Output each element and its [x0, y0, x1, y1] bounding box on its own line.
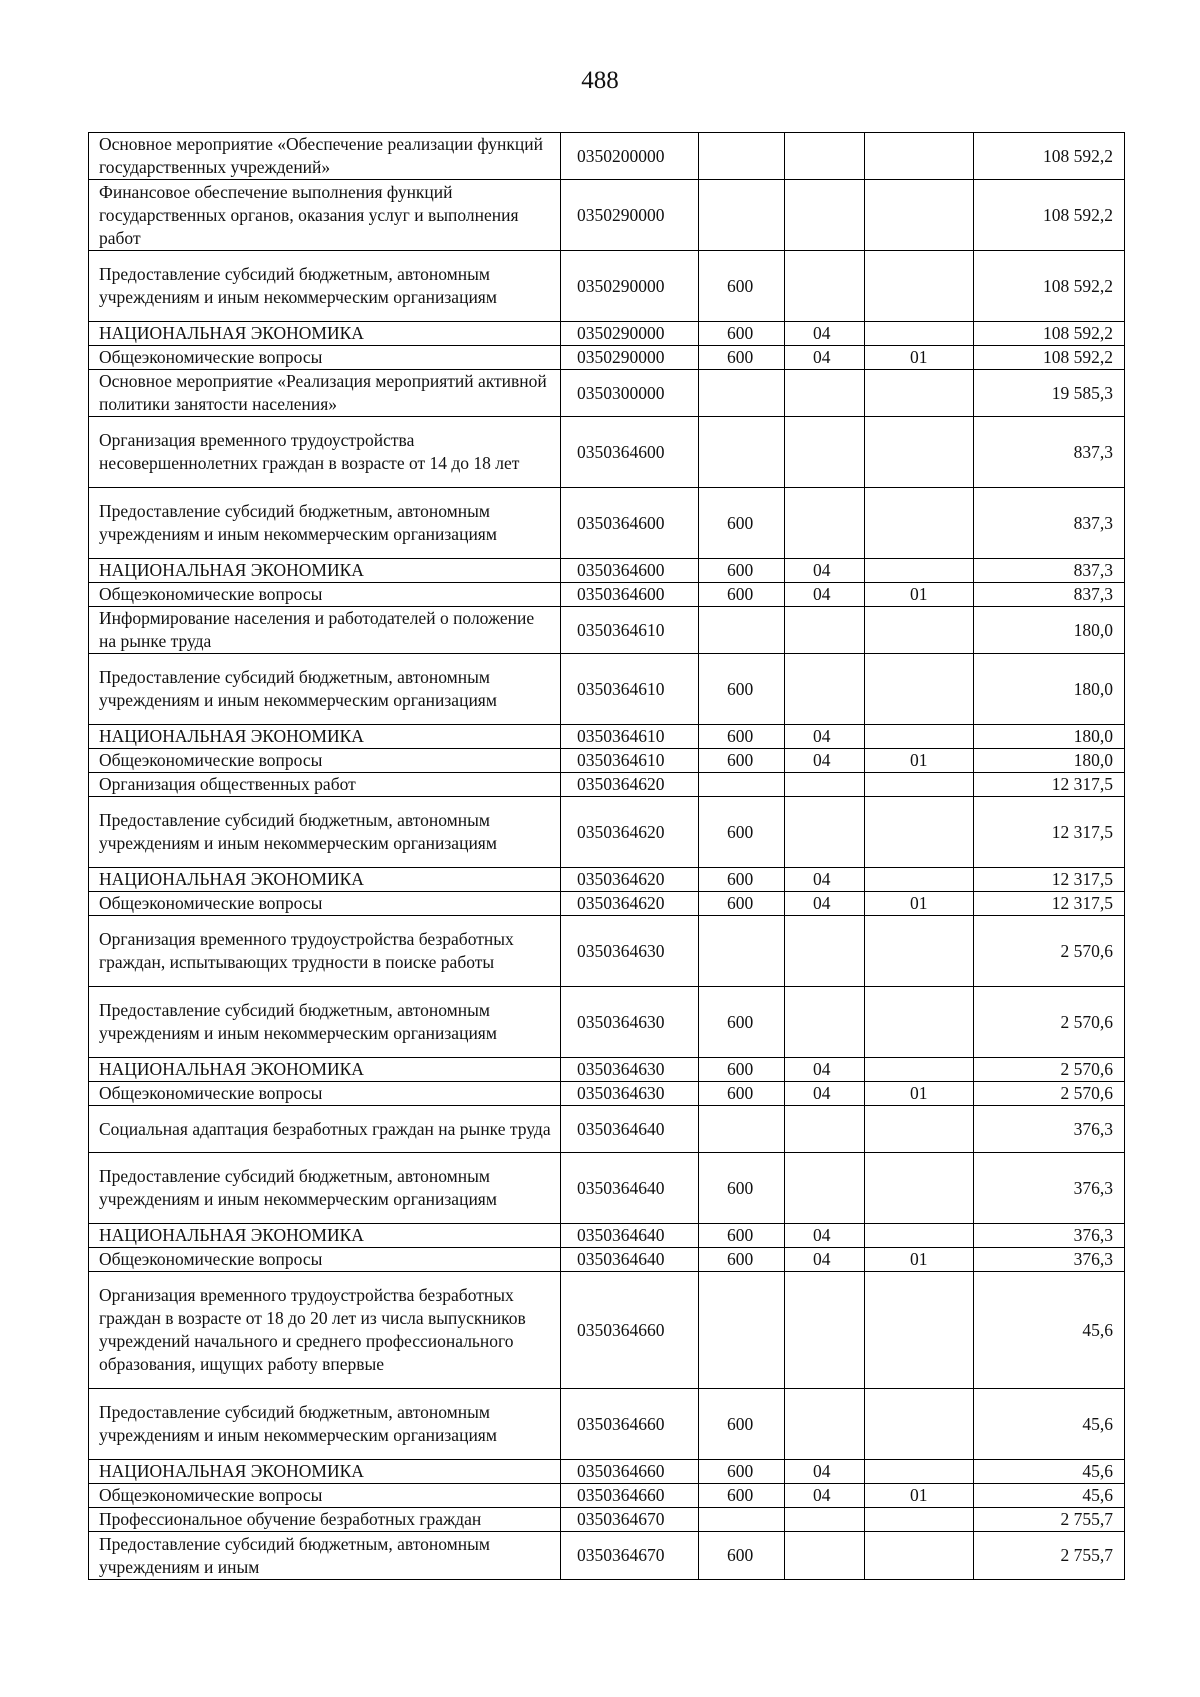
cell-section: 04	[785, 559, 865, 583]
cell-expense-type	[699, 916, 785, 987]
cell-expense-type: 600	[699, 797, 785, 868]
table-row	[89, 583, 1125, 607]
table-row	[89, 987, 1125, 1058]
table-row	[89, 133, 1125, 180]
cell-subsection	[865, 797, 974, 868]
cell-name: Предоставление субсидий бюджетным, автономным учреждениям и иным некоммерческим организациям	[89, 654, 561, 725]
cell-subsection	[865, 1460, 974, 1484]
table-row	[89, 725, 1125, 749]
cell-section	[785, 180, 865, 251]
cell-amount: 108 592,2	[974, 346, 1125, 370]
cell-subsection: 01	[865, 892, 974, 916]
cell-name: Общеэкономические вопросы	[89, 1248, 561, 1272]
cell-name: Социальная адаптация безработных граждан на рынке труда	[89, 1106, 561, 1153]
cell-name: Предоставление субсидий бюджетным, автономным учреждениям и иным	[89, 1532, 561, 1580]
table-row	[89, 892, 1125, 916]
cell-expense-type	[699, 133, 785, 180]
cell-name: Предоставление субсидий бюджетным, автономным учреждениям и иным некоммерческим организациям	[89, 1389, 561, 1460]
cell-subsection: 01	[865, 346, 974, 370]
cell-amount: 180,0	[974, 607, 1125, 654]
cell-amount: 2 570,6	[974, 1058, 1125, 1082]
cell-name: Общеэкономические вопросы	[89, 749, 561, 773]
cell-section	[785, 370, 865, 417]
cell-target-code: 0350300000	[561, 370, 699, 417]
cell-section	[785, 1153, 865, 1224]
cell-section	[785, 1508, 865, 1532]
cell-section: 04	[785, 1224, 865, 1248]
cell-name: Организация временного трудоустройства безработных граждан, испытывающих трудности в поиске работы	[89, 916, 561, 987]
cell-expense-type	[699, 180, 785, 251]
cell-subsection	[865, 1532, 974, 1580]
cell-target-code: 0350290000	[561, 322, 699, 346]
cell-subsection	[865, 488, 974, 559]
cell-subsection	[865, 1106, 974, 1153]
cell-target-code: 0350364600	[561, 417, 699, 488]
cell-name: НАЦИОНАЛЬНАЯ ЭКОНОМИКА	[89, 868, 561, 892]
cell-name: НАЦИОНАЛЬНАЯ ЭКОНОМИКА	[89, 1460, 561, 1484]
cell-name: Организация временного трудоустройства несовершеннолетних граждан в возрасте от 14 до 18 лет	[89, 417, 561, 488]
cell-section: 04	[785, 868, 865, 892]
cell-amount: 180,0	[974, 725, 1125, 749]
cell-section: 04	[785, 1058, 865, 1082]
cell-section: 04	[785, 1082, 865, 1106]
table-row	[89, 1153, 1125, 1224]
cell-target-code: 0350364630	[561, 916, 699, 987]
cell-expense-type: 600	[699, 1058, 785, 1082]
cell-amount: 12 317,5	[974, 868, 1125, 892]
cell-expense-type	[699, 417, 785, 488]
cell-amount: 376,3	[974, 1224, 1125, 1248]
table-row	[89, 797, 1125, 868]
cell-expense-type: 600	[699, 488, 785, 559]
cell-name: Профессиональное обучение безработных граждан	[89, 1508, 561, 1532]
cell-target-code: 0350364630	[561, 1058, 699, 1082]
cell-expense-type: 600	[699, 322, 785, 346]
cell-subsection: 01	[865, 583, 974, 607]
cell-name: НАЦИОНАЛЬНАЯ ЭКОНОМИКА	[89, 725, 561, 749]
cell-subsection	[865, 1272, 974, 1389]
cell-expense-type: 600	[699, 346, 785, 370]
cell-section: 04	[785, 1248, 865, 1272]
cell-amount: 837,3	[974, 583, 1125, 607]
cell-section	[785, 607, 865, 654]
cell-target-code: 0350364670	[561, 1532, 699, 1580]
table-row	[89, 1484, 1125, 1508]
cell-target-code: 0350364610	[561, 607, 699, 654]
cell-expense-type: 600	[699, 892, 785, 916]
cell-expense-type: 600	[699, 725, 785, 749]
table-row	[89, 1082, 1125, 1106]
table-body	[89, 133, 1125, 1580]
cell-section	[785, 773, 865, 797]
cell-subsection: 01	[865, 1484, 974, 1508]
cell-expense-type: 600	[699, 1460, 785, 1484]
cell-name: Предоставление субсидий бюджетным, автономным учреждениям и иным некоммерческим организациям	[89, 797, 561, 868]
cell-target-code: 0350364620	[561, 892, 699, 916]
cell-name: Основное мероприятие «Обеспечение реализации функций государственных учреждений»	[89, 133, 561, 180]
table-row	[89, 1058, 1125, 1082]
cell-name: Общеэкономические вопросы	[89, 1082, 561, 1106]
cell-expense-type: 600	[699, 749, 785, 773]
cell-subsection	[865, 1224, 974, 1248]
cell-target-code: 0350364600	[561, 559, 699, 583]
cell-expense-type: 600	[699, 1224, 785, 1248]
cell-section: 04	[785, 892, 865, 916]
cell-target-code: 0350364610	[561, 725, 699, 749]
cell-target-code: 0350364620	[561, 773, 699, 797]
cell-expense-type: 600	[699, 1484, 785, 1508]
cell-amount: 837,3	[974, 417, 1125, 488]
cell-expense-type: 600	[699, 559, 785, 583]
cell-amount: 2 570,6	[974, 916, 1125, 987]
cell-amount: 45,6	[974, 1389, 1125, 1460]
table-row	[89, 370, 1125, 417]
cell-name: НАЦИОНАЛЬНАЯ ЭКОНОМИКА	[89, 559, 561, 583]
cell-target-code: 0350364640	[561, 1248, 699, 1272]
cell-expense-type: 600	[699, 868, 785, 892]
table-row	[89, 773, 1125, 797]
table-row	[89, 1224, 1125, 1248]
cell-expense-type: 600	[699, 583, 785, 607]
cell-target-code: 0350364670	[561, 1508, 699, 1532]
cell-expense-type: 600	[699, 1532, 785, 1580]
cell-section: 04	[785, 346, 865, 370]
table-row	[89, 1389, 1125, 1460]
cell-name: Общеэкономические вопросы	[89, 1484, 561, 1508]
cell-name: Организация временного трудоустройства безработных граждан в возрасте от 18 до 20 лет из числа выпускников учреждений начального и среднего профессионального образования, ищущих работу впервые	[89, 1272, 561, 1389]
cell-section	[785, 251, 865, 322]
cell-name: Предоставление субсидий бюджетным, автономным учреждениям и иным некоммерческим организациям	[89, 488, 561, 559]
cell-subsection	[865, 370, 974, 417]
cell-subsection	[865, 654, 974, 725]
cell-amount: 108 592,2	[974, 180, 1125, 251]
cell-target-code: 0350364630	[561, 1082, 699, 1106]
cell-amount: 2 755,7	[974, 1532, 1125, 1580]
cell-section	[785, 417, 865, 488]
cell-expense-type: 600	[699, 1248, 785, 1272]
cell-name: Общеэкономические вопросы	[89, 583, 561, 607]
cell-amount: 2 570,6	[974, 1082, 1125, 1106]
table-row	[89, 322, 1125, 346]
table-row	[89, 251, 1125, 322]
cell-amount: 2 755,7	[974, 1508, 1125, 1532]
cell-target-code: 0350364610	[561, 749, 699, 773]
cell-target-code: 0350200000	[561, 133, 699, 180]
table-row	[89, 868, 1125, 892]
cell-amount: 45,6	[974, 1272, 1125, 1389]
cell-section	[785, 987, 865, 1058]
cell-target-code: 0350364640	[561, 1224, 699, 1248]
cell-section	[785, 916, 865, 987]
table-row	[89, 559, 1125, 583]
cell-amount: 837,3	[974, 488, 1125, 559]
table-row	[89, 749, 1125, 773]
cell-section	[785, 1532, 865, 1580]
cell-amount: 376,3	[974, 1106, 1125, 1153]
cell-target-code: 0350364660	[561, 1272, 699, 1389]
cell-target-code: 0350290000	[561, 251, 699, 322]
cell-subsection	[865, 417, 974, 488]
page-number: 488	[581, 67, 619, 94]
cell-subsection	[865, 1508, 974, 1532]
cell-amount: 19 585,3	[974, 370, 1125, 417]
cell-target-code: 0350364660	[561, 1484, 699, 1508]
cell-amount: 2 570,6	[974, 987, 1125, 1058]
cell-target-code: 0350364640	[561, 1153, 699, 1224]
cell-name: Финансовое обеспечение выполнения функций государственных органов, оказания услуг и выполнения работ	[89, 180, 561, 251]
cell-target-code: 0350364660	[561, 1389, 699, 1460]
cell-subsection	[865, 133, 974, 180]
cell-expense-type	[699, 773, 785, 797]
table-row	[89, 654, 1125, 725]
cell-section: 04	[785, 322, 865, 346]
cell-subsection	[865, 773, 974, 797]
cell-subsection	[865, 868, 974, 892]
cell-section	[785, 1389, 865, 1460]
cell-amount: 45,6	[974, 1484, 1125, 1508]
table-row	[89, 607, 1125, 654]
cell-section: 04	[785, 583, 865, 607]
cell-expense-type: 600	[699, 1389, 785, 1460]
cell-amount: 376,3	[974, 1153, 1125, 1224]
cell-amount: 108 592,2	[974, 322, 1125, 346]
cell-name: Информирование населения и работодателей о положение на рынке труда	[89, 607, 561, 654]
cell-section: 04	[785, 749, 865, 773]
table-row	[89, 1106, 1125, 1153]
cell-target-code: 0350364610	[561, 654, 699, 725]
budget-table	[88, 132, 1125, 1580]
cell-amount: 12 317,5	[974, 773, 1125, 797]
cell-name: НАЦИОНАЛЬНАЯ ЭКОНОМИКА	[89, 1058, 561, 1082]
cell-subsection	[865, 251, 974, 322]
cell-name: Организация общественных работ	[89, 773, 561, 797]
table-row	[89, 180, 1125, 251]
cell-expense-type: 600	[699, 1153, 785, 1224]
cell-target-code: 0350364620	[561, 868, 699, 892]
cell-name: НАЦИОНАЛЬНАЯ ЭКОНОМИКА	[89, 322, 561, 346]
cell-subsection	[865, 1389, 974, 1460]
cell-name: Предоставление субсидий бюджетным, автономным учреждениям и иным некоммерческим организациям	[89, 1153, 561, 1224]
cell-name: Предоставление субсидий бюджетным, автономным учреждениям и иным некоммерческим организациям	[89, 987, 561, 1058]
cell-section	[785, 1272, 865, 1389]
cell-name: Общеэкономические вопросы	[89, 346, 561, 370]
cell-expense-type	[699, 1106, 785, 1153]
cell-expense-type: 600	[699, 987, 785, 1058]
table-row	[89, 1532, 1125, 1580]
cell-section: 04	[785, 1460, 865, 1484]
cell-expense-type	[699, 370, 785, 417]
cell-name: Основное мероприятие «Реализация мероприятий активной политики занятости населения»	[89, 370, 561, 417]
cell-amount: 837,3	[974, 559, 1125, 583]
cell-expense-type	[699, 1272, 785, 1389]
cell-name: Предоставление субсидий бюджетным, автономным учреждениям и иным некоммерческим организациям	[89, 251, 561, 322]
cell-amount: 376,3	[974, 1248, 1125, 1272]
table-row	[89, 1508, 1125, 1532]
cell-target-code: 0350364600	[561, 488, 699, 559]
cell-subsection	[865, 180, 974, 251]
table-row	[89, 1460, 1125, 1484]
cell-subsection	[865, 987, 974, 1058]
cell-subsection	[865, 559, 974, 583]
cell-subsection: 01	[865, 1248, 974, 1272]
cell-target-code: 0350364630	[561, 987, 699, 1058]
cell-amount: 108 592,2	[974, 133, 1125, 180]
cell-subsection	[865, 322, 974, 346]
cell-section: 04	[785, 1484, 865, 1508]
cell-subsection	[865, 1153, 974, 1224]
cell-target-code: 0350364640	[561, 1106, 699, 1153]
cell-section	[785, 654, 865, 725]
cell-amount: 108 592,2	[974, 251, 1125, 322]
cell-section	[785, 488, 865, 559]
table-row	[89, 346, 1125, 370]
cell-section: 04	[785, 725, 865, 749]
cell-target-code: 0350364620	[561, 797, 699, 868]
cell-name: Общеэкономические вопросы	[89, 892, 561, 916]
cell-amount: 180,0	[974, 654, 1125, 725]
table-row	[89, 1272, 1125, 1389]
cell-section	[785, 133, 865, 180]
cell-subsection	[865, 1058, 974, 1082]
table-row	[89, 417, 1125, 488]
cell-subsection	[865, 725, 974, 749]
table-row	[89, 488, 1125, 559]
cell-target-code: 0350290000	[561, 346, 699, 370]
cell-amount: 45,6	[974, 1460, 1125, 1484]
cell-amount: 12 317,5	[974, 797, 1125, 868]
table-row	[89, 1248, 1125, 1272]
cell-section	[785, 797, 865, 868]
cell-section	[785, 1106, 865, 1153]
cell-expense-type: 600	[699, 654, 785, 725]
cell-expense-type	[699, 607, 785, 654]
cell-target-code: 0350290000	[561, 180, 699, 251]
cell-expense-type: 600	[699, 251, 785, 322]
cell-amount: 12 317,5	[974, 892, 1125, 916]
cell-name: НАЦИОНАЛЬНАЯ ЭКОНОМИКА	[89, 1224, 561, 1248]
cell-expense-type: 600	[699, 1082, 785, 1106]
cell-subsection	[865, 916, 974, 987]
cell-target-code: 0350364600	[561, 583, 699, 607]
table-row	[89, 916, 1125, 987]
cell-expense-type	[699, 1508, 785, 1532]
cell-subsection: 01	[865, 1082, 974, 1106]
cell-target-code: 0350364660	[561, 1460, 699, 1484]
cell-subsection: 01	[865, 749, 974, 773]
cell-subsection	[865, 607, 974, 654]
cell-amount: 180,0	[974, 749, 1125, 773]
